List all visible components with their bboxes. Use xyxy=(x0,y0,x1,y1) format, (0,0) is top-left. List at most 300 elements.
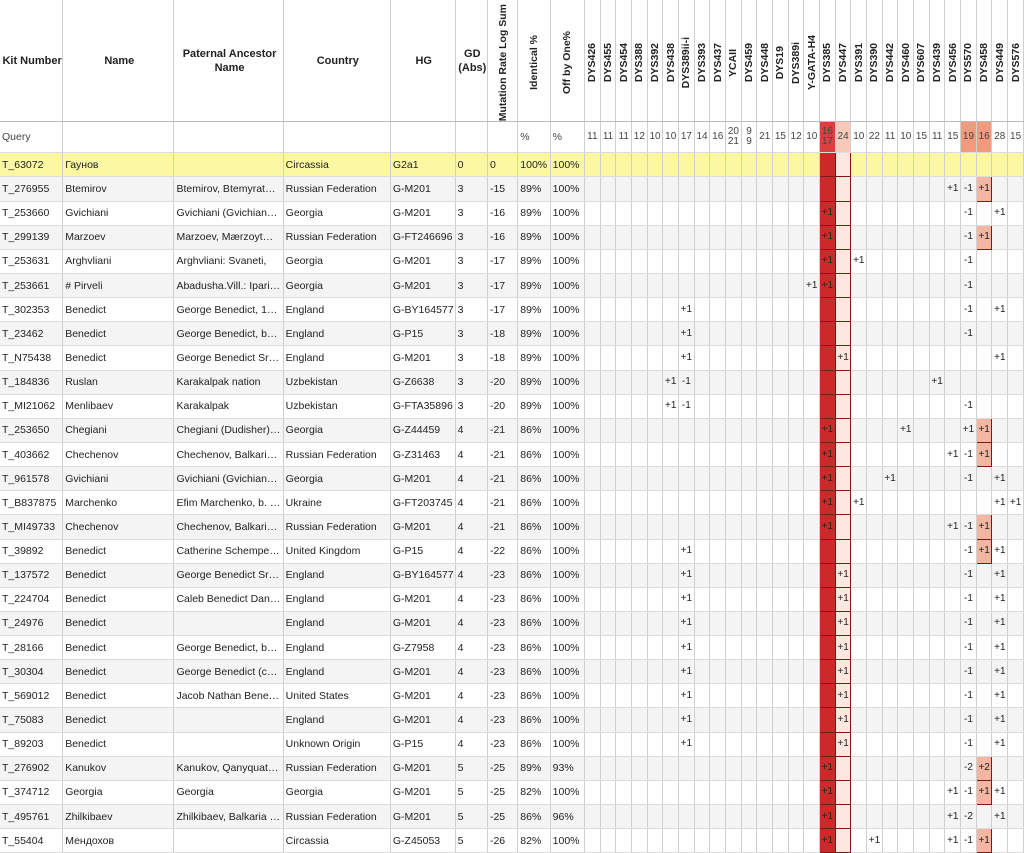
marker-diff xyxy=(914,322,930,346)
off-by-one-percent: 100% xyxy=(550,611,584,635)
table-row[interactable] xyxy=(0,322,1024,346)
kit-number[interactable]: T_253661 xyxy=(0,273,63,297)
country: Russian Federation xyxy=(283,756,390,780)
table-row[interactable] xyxy=(0,805,1024,829)
marker-diff xyxy=(647,249,663,273)
header-marker[interactable] xyxy=(773,0,789,122)
table-row[interactable] xyxy=(0,370,1024,394)
marker-diff xyxy=(867,201,883,225)
header-kit[interactable]: Kit Number xyxy=(0,0,63,122)
marker-diff xyxy=(679,829,695,853)
marker-diff xyxy=(992,153,1008,177)
table-row[interactable] xyxy=(0,153,1024,177)
header-marker[interactable] xyxy=(992,0,1008,122)
marker-diff xyxy=(773,780,789,804)
marker-diff xyxy=(741,829,757,853)
header-marker[interactable] xyxy=(835,0,851,122)
marker-diff: +1 xyxy=(835,684,851,708)
marker-diff xyxy=(679,805,695,829)
header-marker[interactable] xyxy=(757,0,773,122)
marker-diff xyxy=(788,539,804,563)
marker-diff xyxy=(851,467,867,491)
marker-diff xyxy=(663,346,679,370)
kit-number[interactable]: T_374712 xyxy=(0,780,63,804)
mutation-rate: -26 xyxy=(487,829,517,853)
header-marker[interactable] xyxy=(694,0,710,122)
table-row[interactable] xyxy=(0,708,1024,732)
marker-diff xyxy=(600,177,616,201)
marker-diff xyxy=(882,780,898,804)
marker-diff xyxy=(882,370,898,394)
marker-diff xyxy=(976,298,992,322)
kit-number[interactable]: T_39892 xyxy=(0,539,63,563)
marker-diff xyxy=(851,515,867,539)
marker-diff xyxy=(882,491,898,515)
marker-diff xyxy=(694,370,710,394)
table-row[interactable] xyxy=(0,394,1024,418)
marker-diff xyxy=(600,756,616,780)
marker-diff xyxy=(992,249,1008,273)
kit-number[interactable]: T_B837875 xyxy=(0,491,63,515)
haplogroup: G-Z44459 xyxy=(390,418,455,442)
marker-diff xyxy=(945,708,961,732)
marker-diff xyxy=(820,177,836,201)
paternal-ancestor: George Benedict, 1… xyxy=(174,298,283,322)
marker-diff xyxy=(929,394,945,418)
marker-diff xyxy=(741,708,757,732)
marker-diff xyxy=(710,708,726,732)
kit-number[interactable]: T_224704 xyxy=(0,587,63,611)
country: England xyxy=(283,611,390,635)
marker-diff xyxy=(741,515,757,539)
member-name: Benedict xyxy=(63,732,174,756)
table-row[interactable] xyxy=(0,225,1024,249)
kit-number[interactable]: T_89203 xyxy=(0,732,63,756)
header-marker[interactable] xyxy=(820,0,836,122)
haplogroup: G-M201 xyxy=(390,515,455,539)
table-row[interactable] xyxy=(0,563,1024,587)
table-row[interactable] xyxy=(0,442,1024,466)
country: Georgia xyxy=(283,467,390,491)
query-marker-value: 11 xyxy=(929,122,945,153)
marker-diff xyxy=(898,273,914,297)
identical-percent: 86% xyxy=(518,587,550,611)
table-row[interactable] xyxy=(0,201,1024,225)
table-row[interactable] xyxy=(0,636,1024,660)
marker-diff: +1 xyxy=(835,636,851,660)
table-row[interactable] xyxy=(0,587,1024,611)
kit-number[interactable]: T_23462 xyxy=(0,322,63,346)
header-marker[interactable] xyxy=(585,0,601,122)
marker-diff xyxy=(992,322,1008,346)
kit-number[interactable]: T_495761 xyxy=(0,805,63,829)
genetic-distance: 4 xyxy=(455,467,487,491)
marker-diff xyxy=(585,346,601,370)
mutation-rate: -23 xyxy=(487,611,517,635)
marker-diff xyxy=(929,660,945,684)
marker-diff xyxy=(632,660,648,684)
marker-diff xyxy=(804,636,820,660)
marker-diff: +1 xyxy=(820,805,836,829)
marker-diff xyxy=(694,587,710,611)
header-marker[interactable] xyxy=(804,0,820,122)
mutation-rate: -17 xyxy=(487,249,517,273)
identical-percent: 86% xyxy=(518,515,550,539)
header-marker[interactable] xyxy=(616,0,632,122)
table-row[interactable] xyxy=(0,273,1024,297)
marker-diff xyxy=(773,177,789,201)
marker-diff xyxy=(961,153,977,177)
marker-diff: +1 xyxy=(820,249,836,273)
marker-diff xyxy=(835,394,851,418)
member-name: Chegiani xyxy=(63,418,174,442)
marker-diff xyxy=(929,467,945,491)
country: England xyxy=(283,322,390,346)
table-row[interactable] xyxy=(0,249,1024,273)
marker-diff xyxy=(726,829,742,853)
marker-diff xyxy=(804,660,820,684)
marker-diff xyxy=(976,201,992,225)
marker-diff xyxy=(726,491,742,515)
marker-diff xyxy=(929,515,945,539)
header-marker[interactable] xyxy=(726,0,742,122)
marker-diff xyxy=(851,563,867,587)
table-row[interactable] xyxy=(0,732,1024,756)
header-marker[interactable] xyxy=(788,0,804,122)
table-row[interactable] xyxy=(0,780,1024,804)
marker-diff xyxy=(851,153,867,177)
kit-number[interactable]: T_75083 xyxy=(0,708,63,732)
marker-diff xyxy=(788,732,804,756)
mutation-rate: 0 xyxy=(487,153,517,177)
header-marker[interactable] xyxy=(1008,0,1024,122)
kit-number[interactable]: T_276902 xyxy=(0,756,63,780)
marker-diff: +1 xyxy=(820,418,836,442)
marker-diff xyxy=(773,467,789,491)
table-row[interactable] xyxy=(0,515,1024,539)
kit-number[interactable]: T_137572 xyxy=(0,563,63,587)
mutation-rate: -18 xyxy=(487,346,517,370)
marker-diff xyxy=(679,515,695,539)
mutation-rate: -17 xyxy=(487,298,517,322)
header-off-by-one[interactable] xyxy=(550,0,584,122)
kit-number[interactable]: T_253631 xyxy=(0,249,63,273)
kit-number[interactable]: T_253650 xyxy=(0,418,63,442)
header-marker[interactable] xyxy=(647,0,663,122)
country: Georgia xyxy=(283,418,390,442)
marker-diff xyxy=(710,322,726,346)
member-name: Marchenko xyxy=(63,491,174,515)
marker-diff xyxy=(616,467,632,491)
marker-diff xyxy=(726,370,742,394)
genetic-distance: 4 xyxy=(455,491,487,515)
header-marker[interactable] xyxy=(882,0,898,122)
marker-diff xyxy=(647,491,663,515)
marker-diff: +1 xyxy=(976,418,992,442)
genetic-distance: 3 xyxy=(455,177,487,201)
paternal-ancestor: Gvichiani (Gvichian… xyxy=(174,467,283,491)
marker-diff xyxy=(945,346,961,370)
table-row[interactable] xyxy=(0,611,1024,635)
member-name: Benedict xyxy=(63,684,174,708)
marker-diff: +1 xyxy=(679,539,695,563)
marker-diff xyxy=(788,177,804,201)
table-row[interactable] xyxy=(0,491,1024,515)
marker-diff xyxy=(1008,539,1024,563)
marker-diff xyxy=(663,660,679,684)
marker-diff xyxy=(773,611,789,635)
kit-number[interactable]: T_30304 xyxy=(0,660,63,684)
kit-number[interactable]: T_276955 xyxy=(0,177,63,201)
marker-diff: +1 xyxy=(945,177,961,201)
haplogroup: G-Z6638 xyxy=(390,370,455,394)
header-marker[interactable] xyxy=(961,0,977,122)
marker-diff: +1 xyxy=(820,467,836,491)
off-by-one-percent: 100% xyxy=(550,394,584,418)
table-row[interactable] xyxy=(0,467,1024,491)
header-marker[interactable] xyxy=(867,0,883,122)
marker-diff xyxy=(616,225,632,249)
header-mutation-rate[interactable] xyxy=(487,0,517,122)
header-marker[interactable] xyxy=(976,0,992,122)
header-identical[interactable] xyxy=(518,0,550,122)
header-marker[interactable] xyxy=(710,0,726,122)
kit-number[interactable]: T_253660 xyxy=(0,201,63,225)
header-marker-label: DYS447 xyxy=(837,43,850,83)
header-marker-label: DYS437 xyxy=(711,43,724,83)
marker-diff: -1 xyxy=(961,587,977,611)
marker-diff xyxy=(757,177,773,201)
marker-diff xyxy=(710,780,726,804)
genetic-distance: 3 xyxy=(455,249,487,273)
header-marker[interactable] xyxy=(600,0,616,122)
marker-diff xyxy=(929,684,945,708)
marker-diff xyxy=(929,298,945,322)
marker-diff xyxy=(804,225,820,249)
marker-diff: +1 xyxy=(679,298,695,322)
kit-number[interactable]: T_MI49733 xyxy=(0,515,63,539)
header-name[interactable]: Name xyxy=(63,0,174,122)
member-name: Zhilkibaev xyxy=(63,805,174,829)
kit-number[interactable]: T_403662 xyxy=(0,442,63,466)
marker-diff xyxy=(585,249,601,273)
marker-diff xyxy=(585,611,601,635)
marker-diff xyxy=(1008,587,1024,611)
marker-diff xyxy=(835,418,851,442)
table-row[interactable] xyxy=(0,418,1024,442)
query-identical: % xyxy=(518,122,550,153)
marker-diff: +1 xyxy=(835,611,851,635)
marker-diff xyxy=(663,249,679,273)
marker-diff: +1 xyxy=(929,370,945,394)
header-marker[interactable] xyxy=(679,0,695,122)
marker-diff: -2 xyxy=(961,756,977,780)
header-marker[interactable] xyxy=(914,0,930,122)
marker-diff xyxy=(710,273,726,297)
marker-diff xyxy=(663,201,679,225)
paternal-ancestor xyxy=(174,732,283,756)
marker-diff xyxy=(726,201,742,225)
mutation-rate: -18 xyxy=(487,322,517,346)
marker-diff xyxy=(585,153,601,177)
marker-diff xyxy=(914,467,930,491)
haplogroup: G-FT203745 xyxy=(390,491,455,515)
marker-diff xyxy=(710,805,726,829)
marker-diff xyxy=(820,298,836,322)
country: Georgia xyxy=(283,201,390,225)
marker-diff xyxy=(773,708,789,732)
marker-diff: -1 xyxy=(961,829,977,853)
marker-diff xyxy=(632,418,648,442)
genetic-distance: 4 xyxy=(455,418,487,442)
kit-number[interactable]: T_MI21062 xyxy=(0,394,63,418)
marker-diff xyxy=(773,732,789,756)
marker-diff xyxy=(694,756,710,780)
marker-diff xyxy=(600,153,616,177)
mutation-rate: -17 xyxy=(487,273,517,297)
kit-number[interactable]: T_N75438 xyxy=(0,346,63,370)
marker-diff xyxy=(616,756,632,780)
marker-diff xyxy=(914,780,930,804)
marker-diff xyxy=(914,829,930,853)
marker-diff xyxy=(585,660,601,684)
kit-number[interactable]: T_24976 xyxy=(0,611,63,635)
table-row[interactable] xyxy=(0,829,1024,853)
marker-diff: +1 xyxy=(820,829,836,853)
marker-diff xyxy=(600,660,616,684)
header-marker[interactable] xyxy=(945,0,961,122)
marker-diff xyxy=(710,442,726,466)
country: England xyxy=(283,708,390,732)
kit-number[interactable]: T_63072 xyxy=(0,153,63,177)
marker-diff xyxy=(726,418,742,442)
marker-diff xyxy=(726,298,742,322)
table-row[interactable] xyxy=(0,539,1024,563)
query-name xyxy=(63,122,174,153)
marker-diff xyxy=(914,515,930,539)
header-marker[interactable] xyxy=(741,0,757,122)
genetic-distance: 4 xyxy=(455,636,487,660)
marker-diff xyxy=(1008,756,1024,780)
marker-diff xyxy=(663,756,679,780)
header-marker-label: Y-GATA-H4 xyxy=(805,35,818,91)
off-by-one-percent: 100% xyxy=(550,587,584,611)
header-hg[interactable]: HG xyxy=(390,0,455,122)
marker-diff xyxy=(741,153,757,177)
marker-diff xyxy=(835,153,851,177)
marker-diff xyxy=(694,780,710,804)
marker-diff xyxy=(710,177,726,201)
marker-diff xyxy=(710,153,726,177)
header-marker-label: DYS19 xyxy=(774,45,787,80)
marker-diff xyxy=(1008,563,1024,587)
table-row[interactable] xyxy=(0,660,1024,684)
marker-diff xyxy=(882,394,898,418)
marker-diff xyxy=(992,442,1008,466)
marker-diff xyxy=(600,346,616,370)
kit-number[interactable]: T_184836 xyxy=(0,370,63,394)
marker-diff xyxy=(647,442,663,466)
marker-diff xyxy=(694,467,710,491)
haplogroup: G-FTA35896 xyxy=(390,394,455,418)
off-by-one-percent: 100% xyxy=(550,273,584,297)
table-row[interactable] xyxy=(0,177,1024,201)
mutation-rate: -22 xyxy=(487,539,517,563)
identical-percent: 86% xyxy=(518,708,550,732)
kit-number[interactable]: T_28166 xyxy=(0,636,63,660)
paternal-ancestor: Caleb Benedict Dan… xyxy=(174,587,283,611)
table-row[interactable] xyxy=(0,298,1024,322)
marker-diff xyxy=(632,611,648,635)
header-country[interactable]: Country xyxy=(283,0,390,122)
marker-diff xyxy=(804,829,820,853)
marker-diff xyxy=(710,491,726,515)
kit-number[interactable]: T_569012 xyxy=(0,684,63,708)
paternal-ancestor: Kanukov, Qanyquat… xyxy=(174,756,283,780)
marker-diff xyxy=(694,611,710,635)
header-marker[interactable] xyxy=(663,0,679,122)
marker-diff xyxy=(726,442,742,466)
marker-diff xyxy=(851,660,867,684)
marker-diff xyxy=(773,660,789,684)
kit-number[interactable]: T_55404 xyxy=(0,829,63,853)
marker-diff xyxy=(757,708,773,732)
marker-diff xyxy=(773,563,789,587)
table-row[interactable] xyxy=(0,684,1024,708)
marker-diff xyxy=(663,611,679,635)
marker-diff xyxy=(929,273,945,297)
table-row[interactable] xyxy=(0,756,1024,780)
member-name: Benedict xyxy=(63,611,174,635)
marker-diff xyxy=(945,756,961,780)
marker-diff xyxy=(632,346,648,370)
table-row[interactable] xyxy=(0,346,1024,370)
member-name: Georgia xyxy=(63,780,174,804)
marker-diff: +1 xyxy=(820,201,836,225)
marker-diff xyxy=(882,322,898,346)
country: England xyxy=(283,587,390,611)
kit-number[interactable]: T_302353 xyxy=(0,298,63,322)
marker-diff xyxy=(882,732,898,756)
marker-diff xyxy=(788,153,804,177)
marker-diff: -2 xyxy=(961,805,977,829)
identical-percent: 86% xyxy=(518,442,550,466)
header-ancestor[interactable]: Paternal Ancestor Name xyxy=(174,0,283,122)
kit-number[interactable]: T_961578 xyxy=(0,467,63,491)
marker-diff xyxy=(992,225,1008,249)
marker-diff xyxy=(929,249,945,273)
header-marker[interactable] xyxy=(851,0,867,122)
header-marker[interactable] xyxy=(929,0,945,122)
marker-diff xyxy=(867,805,883,829)
marker-diff xyxy=(867,756,883,780)
marker-diff xyxy=(788,394,804,418)
haplogroup: G-Z31463 xyxy=(390,442,455,466)
kit-number[interactable]: T_299139 xyxy=(0,225,63,249)
header-marker[interactable] xyxy=(632,0,648,122)
marker-diff xyxy=(867,225,883,249)
marker-diff xyxy=(585,491,601,515)
marker-diff xyxy=(710,563,726,587)
country: United States xyxy=(283,684,390,708)
marker-diff xyxy=(898,442,914,466)
marker-diff xyxy=(600,636,616,660)
header-marker[interactable] xyxy=(898,0,914,122)
off-by-one-percent: 100% xyxy=(550,539,584,563)
header-gd[interactable]: GD (Abs) xyxy=(455,0,487,122)
marker-diff xyxy=(788,708,804,732)
marker-diff xyxy=(788,756,804,780)
